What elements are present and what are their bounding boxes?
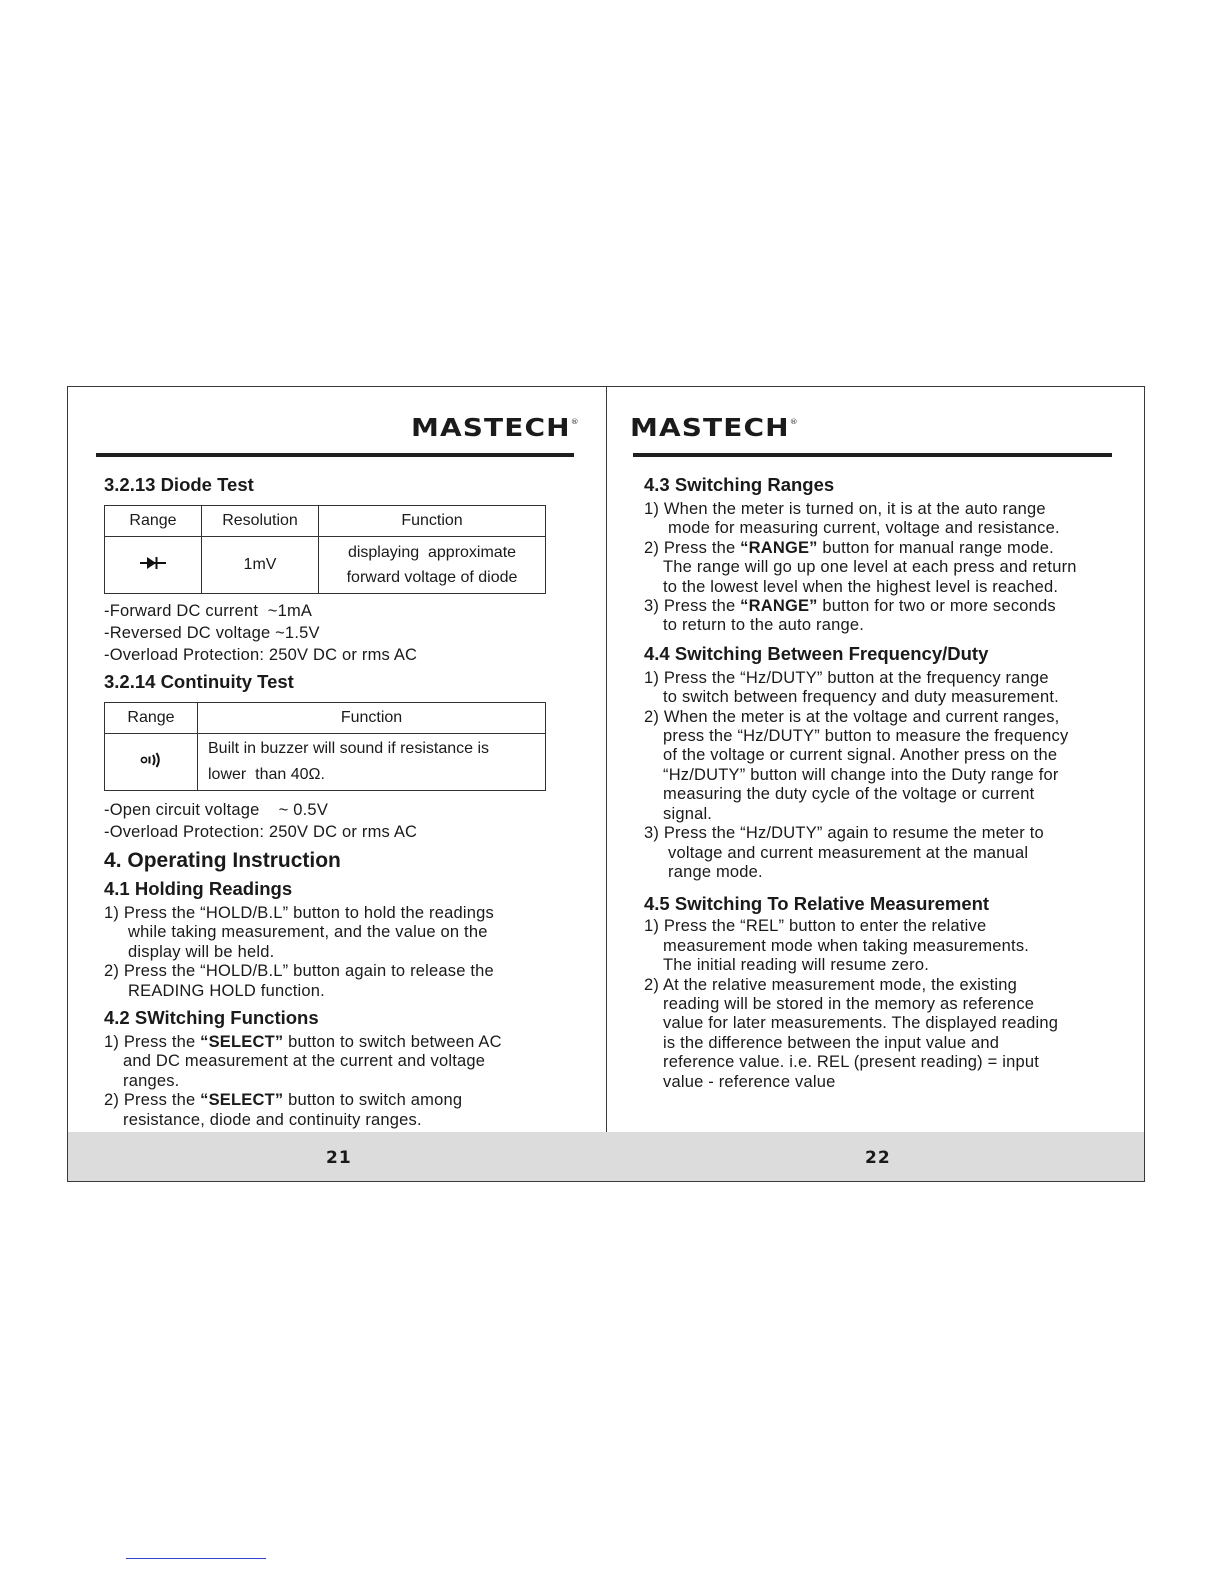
page-number-right: 22: [865, 1148, 891, 1168]
text-line: 3) Press the “RANGE” button for two or more seconds: [644, 597, 1056, 616]
text-line: and DC measurement at the current and voltage: [123, 1052, 486, 1071]
text-line: 3) Press the “Hz/DUTY” again to resume the meter to: [644, 824, 1044, 843]
text-line: reading will be stored in the memory as reference: [663, 994, 1035, 1013]
diode-table: [104, 505, 546, 594]
diode-test-heading: 3.2.13 Diode Test: [104, 474, 254, 495]
text-line: reference value. i.e. REL (present reading) = input: [663, 1053, 1040, 1072]
continuity-note: -Open circuit voltage ~ 0.5V: [104, 801, 329, 819]
page-number-left: 21: [326, 1148, 352, 1168]
text-line: value - reference value: [663, 1072, 836, 1091]
relative-measurement-text: [644, 917, 1114, 1092]
left-page: [68, 387, 606, 1132]
text-line: measuring the duty cycle of the voltage or current: [663, 785, 1035, 804]
text-line: range mode.: [668, 862, 763, 881]
text-line: press the “Hz/DUTY” button to measure the frequency: [663, 727, 1069, 746]
continuity-note: -Overload Protection: 250V DC or rms AC: [104, 823, 418, 841]
operating-instruction-heading: 4. Operating Instruction: [104, 849, 341, 872]
switching-functions-heading: 4.2 SWitching Functions: [104, 1007, 319, 1029]
bottom-underline: [126, 1558, 266, 1559]
text-line: 1) Press the “REL” button to enter the relative: [644, 917, 987, 936]
switching-ranges-text: [644, 500, 1114, 636]
holding-readings-heading: 4.1 Holding Readings: [104, 878, 293, 899]
switching-functions-text: [104, 1033, 564, 1130]
continuity-header-function: Function: [198, 703, 546, 734]
text-line: ranges.: [123, 1071, 180, 1090]
continuity-function-cell: [198, 734, 546, 791]
text-line: The initial reading will resume zero.: [663, 956, 930, 975]
text-line: to the lowest level when the highest level is reached.: [663, 577, 1059, 596]
text-line: to switch between frequency and duty measurement.: [663, 688, 1059, 707]
diode-symbol-icon: [105, 537, 202, 594]
buzzer-symbol-icon: [105, 734, 198, 791]
text-line: “Hz/DUTY” button will change into the Duty range for: [663, 765, 1059, 784]
continuity-test-heading: 3.2.14 Continuity Test: [104, 671, 294, 692]
text-line: signal.: [663, 804, 713, 823]
diode-function-line1: displaying approximate: [347, 544, 517, 561]
text-line: 2) Press the “RANGE” button for manual range mode.: [644, 538, 1054, 557]
diode-function-line2: forward voltage of diode: [346, 569, 518, 586]
header-rule: [633, 453, 1112, 457]
frequency-duty-heading: 4.4 Switching Between Frequency/Duty: [644, 642, 989, 664]
text-line: 1) Press the “Hz/DUTY” button at the frequency range: [644, 668, 1049, 687]
text-line: value for later measurements. The displayed reading: [663, 1014, 1059, 1033]
continuity-header-range: Range: [105, 703, 198, 734]
continuity-function-line2: lower than 40Ω.: [208, 766, 325, 783]
brand-logo: MASTECH®: [410, 413, 580, 442]
diode-note: -Forward DC current ~1mA: [104, 602, 313, 620]
diode-header-range: Range: [105, 506, 202, 537]
page-footer: [68, 1132, 1144, 1181]
text-line: The range will go up one level at each press and return: [663, 558, 1077, 577]
text-line: 2) At the relative measurement mode, the existing: [644, 975, 1017, 994]
diode-notes: [104, 600, 564, 666]
text-line: 1) Press the “SELECT” button to switch between AC: [104, 1033, 502, 1052]
continuity-function-line1: Built in buzzer will sound if resistance is: [208, 740, 490, 757]
diode-note: -Overload Protection: 250V DC or rms AC: [104, 646, 418, 664]
text-line: 2) When the meter is at the voltage and current ranges,: [644, 707, 1060, 726]
text-line: mode for measuring current, voltage and resistance.: [668, 519, 1060, 538]
text-line: 2) Press the “HOLD/B.L” button again to release the: [104, 962, 494, 981]
diode-resolution-value: 1mV: [202, 537, 319, 594]
right-content: [644, 473, 1114, 1092]
continuity-notes: [104, 799, 564, 843]
brand-logo: MASTECH®: [629, 413, 799, 442]
diode-header-resolution: Resolution: [202, 506, 319, 537]
text-line: 1) Press the “HOLD/B.L” button to hold the readings: [104, 904, 494, 922]
text-line: of the voltage or current signal. Another press on the: [663, 746, 1058, 765]
text-line: resistance, diode and continuity ranges.: [123, 1110, 422, 1129]
frequency-duty-text: [644, 669, 1114, 882]
text-line: voltage and current measurement at the manual: [668, 843, 1029, 862]
text-line: is the difference between the input value and: [663, 1033, 1000, 1052]
text-line: while taking measurement, and the value on the: [128, 923, 488, 942]
relative-measurement-heading: 4.5 Switching To Relative Measurement: [644, 893, 990, 915]
switching-ranges-heading: 4.3 Switching Ranges: [644, 474, 835, 495]
text-line: 1) When the meter is turned on, it is at the auto range: [644, 500, 1046, 518]
text-line: 2) Press the “SELECT” button to switch among: [104, 1091, 463, 1110]
text-line: to return to the auto range.: [663, 616, 864, 635]
holding-readings-text: [104, 904, 564, 1001]
header-rule: [96, 453, 574, 457]
right-page: [607, 387, 1145, 1132]
text-line: READING HOLD function.: [128, 981, 325, 1000]
text-line: display will be held.: [128, 942, 275, 961]
diode-header-function: Function: [319, 506, 546, 537]
continuity-table: [104, 702, 546, 791]
diode-function-cell: [319, 537, 546, 594]
text-line: measurement mode when taking measurements.: [663, 936, 1030, 955]
manual-spread: [67, 386, 1145, 1182]
diode-note: -Reversed DC voltage ~1.5V: [104, 624, 320, 642]
left-content: [104, 473, 564, 1130]
